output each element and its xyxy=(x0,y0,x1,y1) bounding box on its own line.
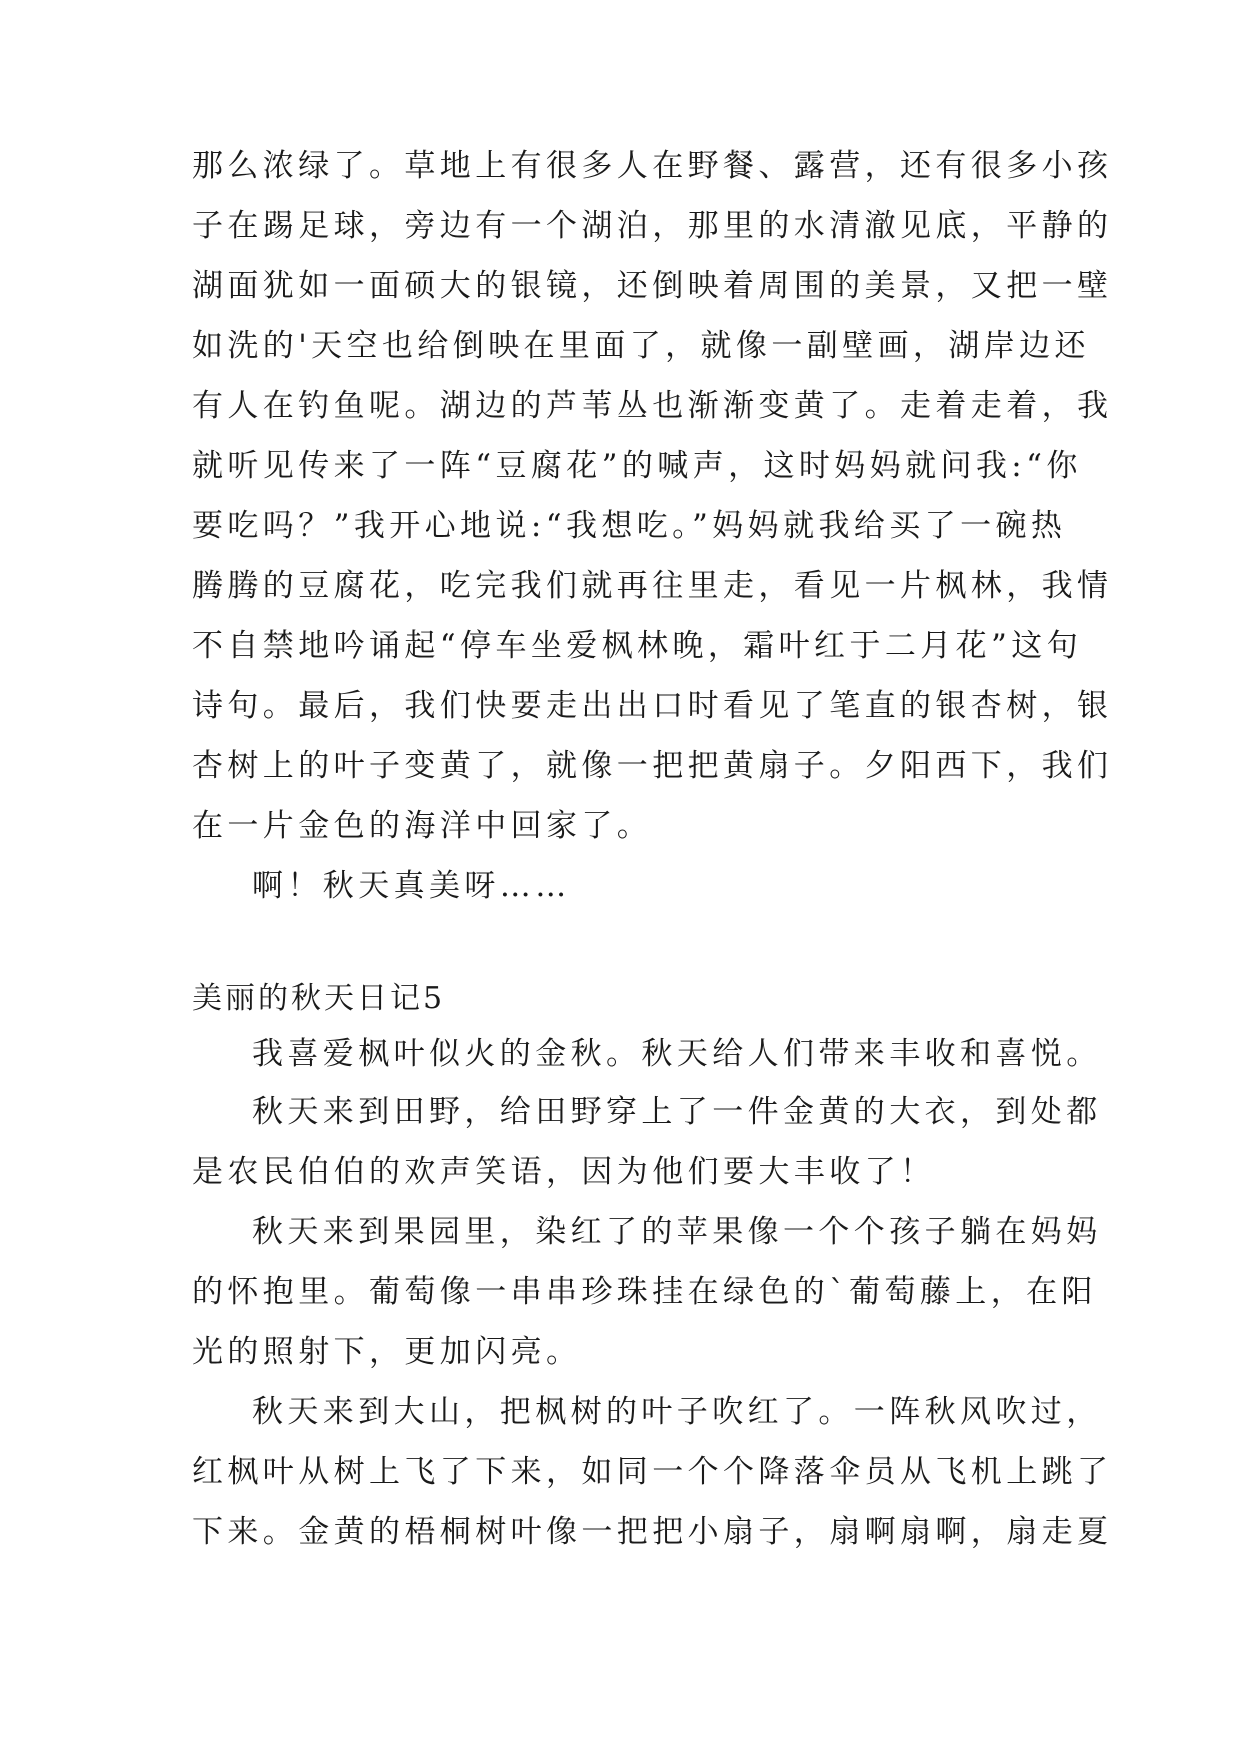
text-line: 如洗的'天空也给倒映在里面了，就像一副壁画，湖岸边还 xyxy=(192,328,1090,364)
text-line: 就听见传来了一阵“豆腐花”的喊声，这时妈妈就问我:“你 xyxy=(192,448,1082,484)
text-line: 诗句。最后，我们快要走出出口时看见了笔直的银杏树，银 xyxy=(192,688,1113,724)
text-line: 有人在钓鱼呢。湖边的芦苇丛也渐渐变黄了。走着走着，我 xyxy=(192,388,1113,424)
paragraph-line: 光的照射下，更加闪亮。 xyxy=(192,1334,582,1370)
text-line: 要吃吗？”我开心地说:“我想吃。”妈妈就我给买了一碗热 xyxy=(192,508,1067,544)
text-line: 湖面犹如一面硕大的银镜，还倒映着周围的美景，又把一壁 xyxy=(192,268,1113,304)
paragraph-line: 红枫叶从树上飞了下来，如同一个个降落伞员从飞机上跳了 xyxy=(192,1454,1113,1490)
paragraph-line: 秋天来到果园里，染红了的苹果像一个个孩子躺在妈妈 xyxy=(252,1214,1102,1250)
text-line: 杏树上的叶子变黄了，就像一把把黄扇子。夕阳西下，我们 xyxy=(192,748,1113,784)
paragraph-line: 是农民伯伯的欢声笑语，因为他们要大丰收了！ xyxy=(192,1154,936,1190)
closing-line: 啊！秋天真美呀…… xyxy=(252,868,571,904)
paragraph-line: 我喜爱枫叶似火的金秋。秋天给人们带来丰收和喜悦。 xyxy=(252,1036,1102,1072)
paragraph-line: 秋天来到田野，给田野穿上了一件金黄的大衣，到处都 xyxy=(252,1094,1102,1130)
paragraph-line: 秋天来到大山，把枫树的叶子吹红了。一阵秋风吹过， xyxy=(252,1394,1102,1430)
text-line: 子在踢足球，旁边有一个湖泊，那里的水清澈见底，平静的 xyxy=(192,208,1113,244)
section-heading: 美丽的秋天日记5 xyxy=(192,981,446,1016)
text-line: 那么浓绿了。草地上有很多人在野餐、露营，还有很多小孩 xyxy=(192,148,1113,184)
paragraph-line: 的怀抱里。葡萄像一串串珍珠挂在绿色的`葡萄藤上，在阳 xyxy=(192,1274,1097,1310)
text-line: 不自禁地吟诵起“停车坐爱枫林晚，霜叶红于二月花”这句 xyxy=(192,628,1083,664)
text-line: 腾腾的豆腐花，吃完我们就再往里走，看见一片枫林，我情 xyxy=(192,568,1113,604)
paragraph-line: 下来。金黄的梧桐树叶像一把把小扇子，扇啊扇啊，扇走夏 xyxy=(192,1514,1113,1550)
text-line: 在一片金色的海洋中回家了。 xyxy=(192,808,653,844)
